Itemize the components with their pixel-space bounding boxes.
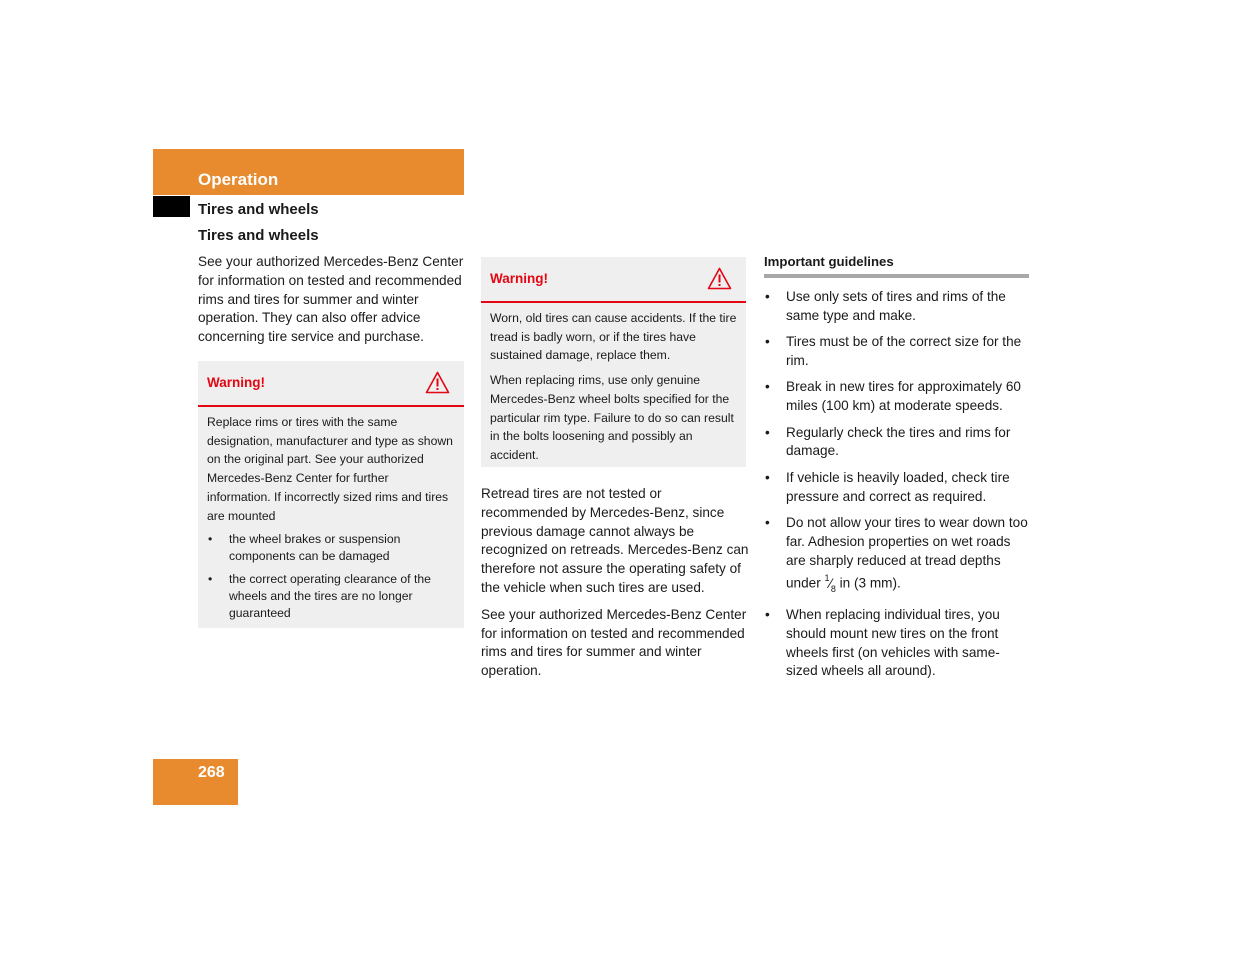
- warning-box-rims: [198, 361, 464, 628]
- retread-paragraph: Retread tires are not tested or recommended by Mercedes-Benz, since previous damage cannot always be recognized on retreads. Mercedes-Benz can therefore not assure the operating safety of the vehicle when such tires are used.: [481, 486, 749, 595]
- fraction-numerator: 1: [824, 573, 830, 584]
- center-info-paragraph: See your authorized Mercedes-Benz Center for information on tested and recommended rims and tires for summer and winter operation.: [481, 606, 747, 679]
- list-item: • the wheel brakes or suspension components can be damaged: [207, 531, 455, 565]
- warning-label: Warning!: [207, 375, 265, 390]
- section-tab-marker: [153, 196, 190, 217]
- warning-body: [198, 407, 464, 635]
- page-number: 268: [198, 764, 225, 781]
- page-number-box: [153, 759, 238, 805]
- page-heading: Tires and wheels: [198, 227, 319, 244]
- warning-paragraph: When replacing rims, use only genuine Mercedes-Benz wheel bolts specified for the particular rim type. Failure to do so can result in the bolts loosening and possibly an accident.: [490, 373, 734, 462]
- warning-header: [481, 257, 746, 303]
- section-title: Operation: [198, 170, 279, 189]
- warning-triangle-icon: [425, 371, 450, 394]
- list-item-text: Do not allow your tires to wear down too far. Adhesion properties on wet roads are sharply reduced at tread depths under: [786, 514, 1028, 591]
- warning-text: Replace rims or tires with the same designation, manufacturer and type as shown on the original part. See your authorized Mercedes-Benz Center for further information. If incorrectly sized rims and tires are mounted: [207, 415, 453, 523]
- intro-paragraph: See your authorized Mercedes-Benz Center for information on tested and recommended rims and tires for summer and winter operation. They can also offer advice concerning tire service and purchase.: [198, 254, 464, 345]
- list-item-text: in (3 mm).: [835, 575, 901, 591]
- list-item: • Use only sets of tires and rims of the same type and make.: [764, 288, 1030, 326]
- warning-paragraph: Worn, old tires can cause accidents. If the tire tread is badly worn, or if the tires have sustained damage, replace them.: [490, 311, 737, 363]
- warning-box-tires: [481, 257, 746, 467]
- list-item: • the correct operating clearance of the wheels and the tires are no longer guaranteed: [207, 571, 455, 623]
- warning-bullet-list: [207, 531, 455, 622]
- list-item: • Tires must be of the correct size for the rim.: [764, 333, 1030, 371]
- guidelines-list: [764, 288, 1030, 689]
- warning-body: [481, 303, 746, 479]
- retread-text: [481, 485, 749, 689]
- guidelines-heading: Important guidelines: [764, 254, 1029, 278]
- list-item: [764, 514, 1030, 598]
- subsection-title: Tires and wheels: [198, 201, 319, 218]
- list-item: • When replacing individual tires, you should mount new tires on the front wheels first (on vehicles with same-sized wheels all around).: [764, 606, 1030, 681]
- list-item: • Regularly check the tires and rims for damage.: [764, 424, 1030, 462]
- warning-label: Warning!: [490, 271, 548, 286]
- list-item: • Break in new tires for approximately 60 miles (100 km) at moderate speeds.: [764, 378, 1030, 416]
- fraction-denominator: 8: [830, 583, 836, 594]
- fraction: $^1⁄_8$: [824, 573, 836, 594]
- warning-header: [198, 361, 464, 407]
- list-item: • If vehicle is heavily loaded, check tire pressure and correct as required.: [764, 469, 1030, 507]
- warning-triangle-icon: [707, 267, 732, 290]
